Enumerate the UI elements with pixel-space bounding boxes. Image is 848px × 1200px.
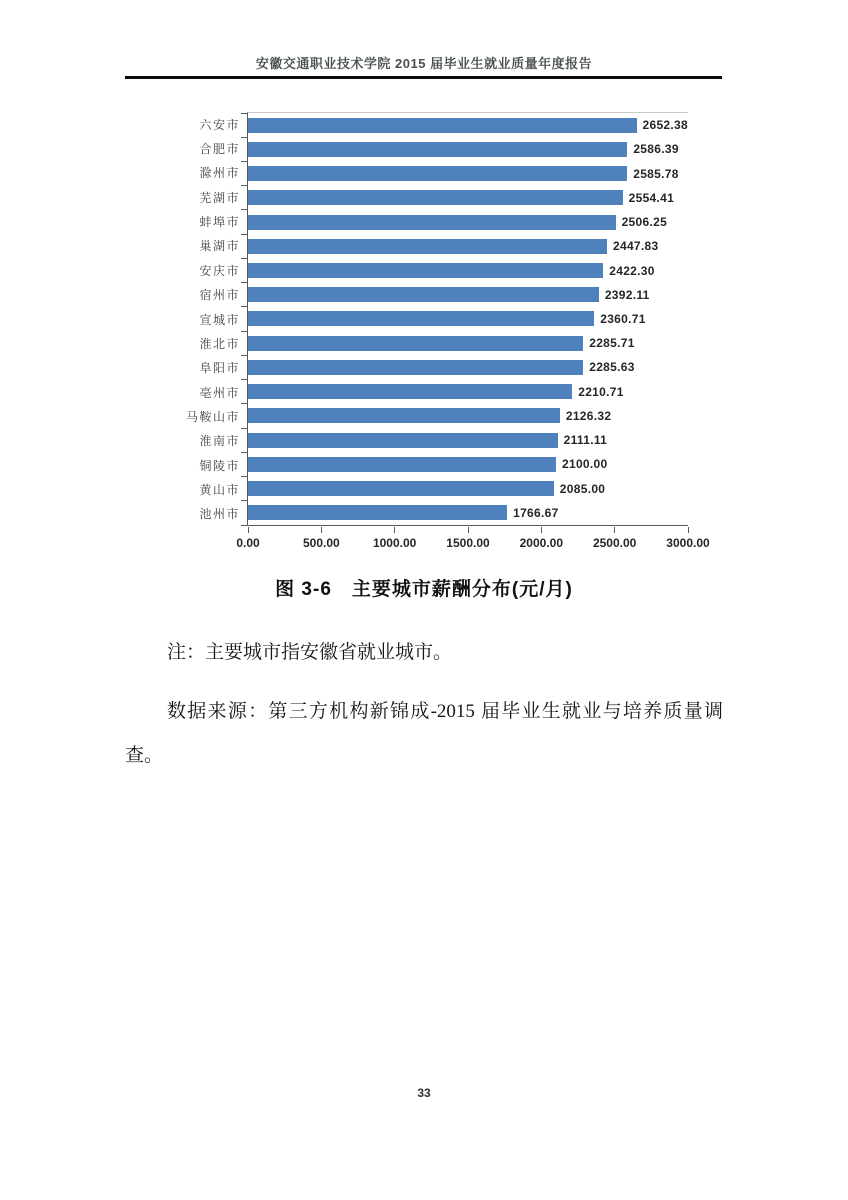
category-axis-tick — [241, 428, 247, 429]
bar — [248, 336, 583, 351]
value-label: 1766.67 — [513, 505, 559, 520]
value-label: 2422.30 — [609, 263, 655, 278]
category-axis-tick — [241, 306, 247, 307]
category-label: 池州市 — [199, 507, 240, 522]
value-label: 2285.71 — [589, 336, 635, 351]
bar-row — [248, 283, 688, 307]
category-axis-tick — [241, 476, 247, 477]
value-axis-label: 1000.00 — [372, 536, 417, 550]
page-header-title: 安徽交通职业技术学院 2015 届毕业生就业质量年度报告 — [255, 56, 593, 71]
value-axis-tick — [614, 527, 615, 533]
bar-row — [248, 137, 688, 161]
category-axis-tick — [241, 258, 247, 259]
bar-row — [248, 258, 688, 282]
category-label: 马鞍山市 — [185, 409, 240, 424]
bar-row — [248, 186, 688, 210]
category-axis-tick — [241, 161, 247, 162]
category-label: 宣城市 — [199, 312, 240, 327]
bar-row — [248, 234, 688, 258]
value-label: 2585.78 — [633, 166, 679, 181]
category-label: 芜湖市 — [199, 190, 240, 205]
category-axis-tick — [241, 355, 247, 356]
bar — [248, 457, 556, 472]
bar — [248, 360, 583, 375]
bar — [248, 433, 558, 448]
bar — [248, 263, 603, 278]
data-source-note: 数据来源：第三方机构新锦成-2015 届毕业生就业与培养质量调查。 — [125, 701, 723, 766]
category-label: 宿州市 — [199, 288, 240, 303]
category-label: 铜陵市 — [199, 458, 240, 473]
bar — [248, 481, 554, 496]
value-axis-label: 1500.00 — [446, 536, 490, 550]
page-number: 33 — [417, 1086, 431, 1100]
value-label: 2554.41 — [628, 190, 675, 205]
note-main-cities: 注：主要城市指安徽省就业城市。 — [167, 642, 453, 663]
value-axis-tick — [394, 527, 395, 533]
bar — [248, 505, 507, 520]
category-axis-tick — [241, 525, 247, 526]
bar — [248, 215, 616, 230]
value-axis-label: 3000.00 — [666, 536, 710, 550]
category-label: 巢湖市 — [199, 239, 240, 254]
bar-row — [248, 428, 688, 452]
category-label: 阜阳市 — [199, 361, 240, 376]
value-label: 2652.38 — [642, 118, 688, 133]
value-label: 2100.00 — [562, 457, 608, 472]
category-axis-tick — [241, 137, 247, 138]
value-label: 2285.63 — [589, 360, 635, 375]
value-axis-label: 500.00 — [302, 536, 340, 550]
bar-row — [248, 380, 688, 404]
category-axis-tick — [241, 113, 247, 114]
category-axis-tick — [241, 403, 247, 404]
bar-row — [248, 113, 688, 137]
bar — [248, 142, 627, 157]
header-divider — [125, 76, 722, 79]
bar-row — [248, 307, 688, 331]
value-axis-tick — [541, 527, 542, 533]
bar-row — [248, 355, 688, 379]
category-label: 淮南市 — [199, 434, 240, 449]
value-label: 2392.11 — [604, 287, 650, 302]
value-axis-tick — [248, 527, 249, 533]
category-axis-tick — [241, 234, 247, 235]
category-axis-tick — [241, 282, 247, 283]
figure-caption: 图 3-6 主要城市薪酬分布(元/月) — [275, 579, 573, 600]
figure-notes — [125, 631, 723, 778]
bar — [248, 408, 560, 423]
bar — [248, 239, 607, 254]
bar — [248, 311, 594, 326]
value-label: 2085.00 — [559, 481, 606, 496]
bar — [248, 166, 627, 181]
category-label: 合肥市 — [199, 142, 240, 157]
value-axis-tick — [321, 527, 322, 533]
value-axis-label: 2000.00 — [519, 536, 564, 550]
value-label: 2360.71 — [600, 311, 646, 326]
category-axis-tick — [241, 500, 247, 501]
category-axis-tick — [241, 379, 247, 380]
category-label: 淮北市 — [199, 336, 240, 351]
bar — [248, 118, 637, 133]
bar-row — [248, 210, 688, 234]
category-axis-tick — [241, 209, 247, 210]
value-label: 2210.71 — [578, 384, 624, 399]
bar — [248, 287, 599, 302]
category-label: 滁州市 — [199, 166, 240, 181]
bar-row — [248, 501, 688, 525]
salary-bar-chart — [185, 112, 710, 550]
category-label: 六安市 — [199, 117, 240, 132]
bar-row — [248, 331, 688, 355]
value-label: 2447.83 — [613, 239, 659, 254]
category-axis-tick — [241, 185, 247, 186]
category-axis-tick — [241, 452, 247, 453]
value-label: 2506.25 — [621, 215, 668, 230]
category-label: 亳州市 — [199, 385, 240, 400]
value-axis-tick — [688, 527, 689, 533]
category-label: 黄山市 — [199, 483, 240, 498]
category-label: 安庆市 — [199, 263, 240, 278]
plot-area — [236, 112, 710, 550]
value-axis-tick — [468, 527, 469, 533]
bar-row — [248, 161, 688, 185]
value-label: 2586.39 — [633, 142, 679, 157]
bar — [248, 384, 572, 399]
category-label: 蚌埠市 — [199, 215, 240, 230]
bar — [248, 190, 623, 205]
value-axis-label: 2500.00 — [592, 536, 637, 550]
category-axis-tick — [241, 331, 247, 332]
bar-row — [248, 477, 688, 501]
bar-row — [248, 452, 688, 476]
value-axis-label: 0.00 — [236, 536, 260, 550]
value-label: 2111.11 — [563, 433, 608, 448]
category-axis — [185, 112, 247, 526]
bar-row — [248, 404, 688, 428]
value-label: 2126.32 — [565, 408, 612, 423]
